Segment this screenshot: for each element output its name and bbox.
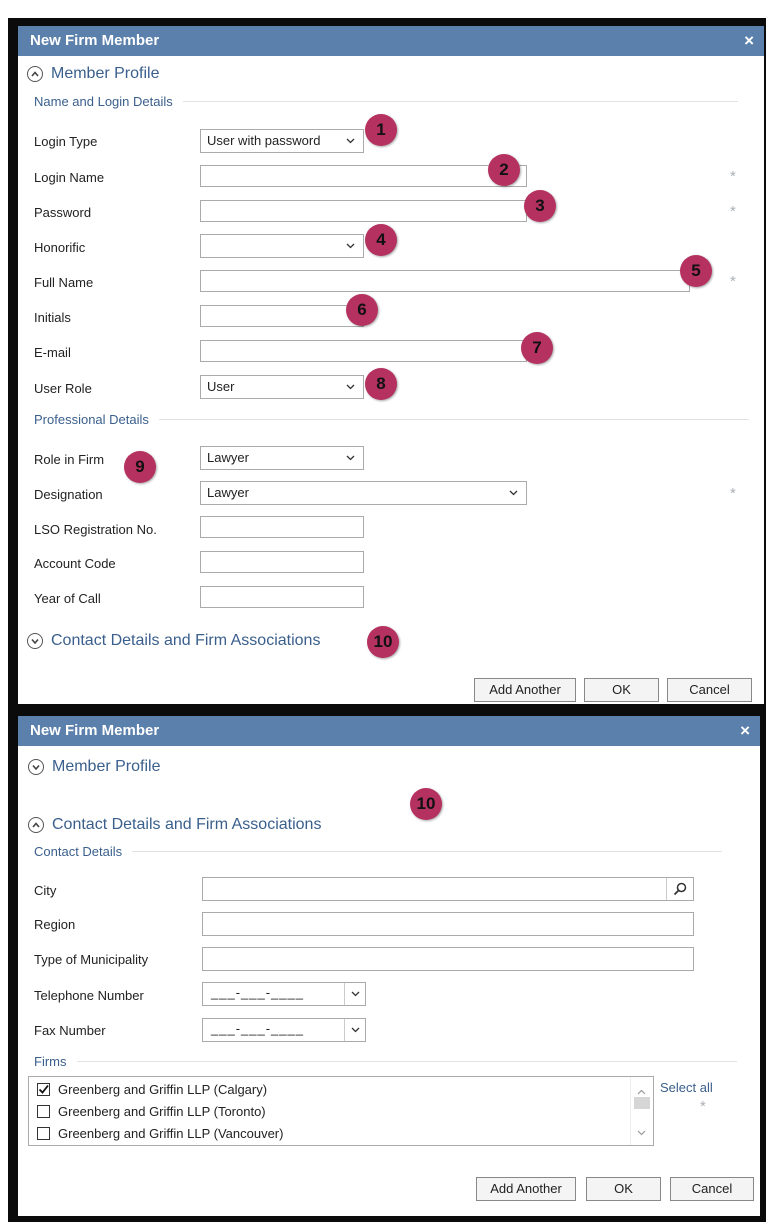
dialog-title: New Firm Member [30,722,160,739]
chevron-down-icon [346,130,355,159]
list-item[interactable] [37,1126,283,1141]
fax-label: Fax Number [34,1023,106,1038]
firm-checkbox-toronto[interactable] [37,1105,50,1118]
fax-mask: ___-___-____ [211,1021,304,1036]
contact-group-label: Contact Details [34,844,123,859]
list-item[interactable] [37,1104,266,1119]
contact-section-title: Contact Details and Firm Associations [51,632,321,649]
firm-name: Greenberg and Griffin LLP (Toronto) [58,1104,266,1119]
email-label: E-mail [34,345,71,360]
new-firm-member-dialog-profile [18,26,764,704]
scroll-down-icon[interactable] [637,1124,646,1139]
login-type-value: User with password [207,133,321,148]
user-role-select[interactable] [200,375,364,399]
fax-input[interactable] [202,1018,366,1042]
dialog-titlebar [18,716,760,746]
designation-label: Designation [34,487,103,502]
name-login-group-title [34,94,738,109]
account-code-input[interactable] [200,551,364,573]
role-in-firm-label: Role in Firm [34,452,105,467]
name-login-group-label: Name and Login Details [34,94,173,109]
user-role-label: User Role [34,381,92,396]
callout-badge-10: 10 [410,788,442,820]
chevron-down-icon[interactable] [344,1019,365,1041]
scroll-thumb[interactable] [634,1097,650,1109]
region-label: Region [34,917,76,932]
add-another-button[interactable]: Add Another [476,1177,576,1201]
type-of-municipality-input[interactable] [202,947,694,971]
ok-button[interactable]: OK [586,1177,661,1201]
region-input[interactable] [202,912,694,936]
scroll-up-icon[interactable] [637,1083,646,1098]
contact-section-title: Contact Details and Firm Associations [52,816,322,833]
email-input[interactable] [200,340,527,362]
designation-required-marker: * [730,485,736,502]
firms-required-marker: * [700,1098,706,1115]
city-input[interactable] [202,877,694,901]
account-code-label: Account Code [34,556,116,571]
dialog-titlebar [18,26,764,56]
ok-button[interactable]: OK [584,678,659,702]
telephone-mask: ___-___-____ [211,985,304,1000]
firms-group-title [34,1054,737,1069]
honorific-label: Honorific [34,240,86,255]
chevron-up-icon[interactable] [27,66,43,82]
year-of-call-input[interactable] [200,586,364,608]
login-type-label: Login Type [34,134,98,149]
contact-section-toggle[interactable] [27,632,320,650]
firm-name: Greenberg and Griffin LLP (Calgary) [58,1082,268,1097]
professional-group-label: Professional Details [34,412,149,427]
select-all-link[interactable]: Select all [660,1080,713,1095]
login-name-input[interactable] [200,165,527,187]
login-name-label: Login Name [34,170,105,185]
telephone-input[interactable] [202,982,366,1006]
new-firm-member-dialog-contact [18,716,760,1216]
close-icon[interactable]: × [740,721,750,740]
chevron-up-icon[interactable] [28,817,44,833]
initials-label: Initials [34,310,71,325]
callout-badge-7: 7 [521,332,553,364]
password-required-marker: * [730,203,736,220]
member-profile-section-toggle[interactable] [27,65,159,83]
role-in-firm-value: Lawyer [207,450,249,465]
professional-group-title [34,412,749,427]
full-name-required-marker: * [730,273,736,290]
contact-group-title [34,844,722,859]
add-another-button[interactable]: Add Another [474,678,576,702]
lso-registration-input[interactable] [200,516,364,538]
firm-checkbox-calgary[interactable] [37,1083,50,1096]
initials-input[interactable] [200,305,364,327]
callout-badge-6: 6 [346,294,378,326]
designation-value: Lawyer [207,485,249,500]
callout-badge-8: 8 [365,368,397,400]
role-in-firm-select[interactable] [200,446,364,470]
password-input[interactable] [200,200,527,222]
full-name-input[interactable] [200,270,690,292]
member-profile-section-toggle[interactable] [28,758,160,776]
close-icon[interactable]: × [744,31,754,50]
chevron-down-icon [346,376,355,405]
city-label: City [34,883,57,898]
user-role-value: User [207,379,235,394]
chevron-down-icon [346,447,355,476]
contact-section-toggle[interactable] [28,816,321,834]
chevron-down-icon[interactable] [28,759,44,775]
firm-checkbox-vancouver[interactable] [37,1127,50,1140]
firms-scrollbar[interactable] [630,1077,653,1145]
cancel-button[interactable]: Cancel [670,1177,754,1201]
callout-badge-9: 9 [124,451,156,483]
chevron-down-icon [346,235,355,264]
full-name-label: Full Name [34,275,94,290]
firms-list[interactable] [28,1076,654,1146]
password-label: Password [34,205,92,220]
list-item[interactable] [37,1082,267,1097]
dialog-title: New Firm Member [30,32,160,49]
member-profile-title: Member Profile [51,65,160,82]
callout-badge-3: 3 [524,190,556,222]
member-profile-title: Member Profile [52,758,161,775]
telephone-label: Telephone Number [34,988,144,1003]
honorific-select[interactable] [200,234,364,258]
chevron-down-icon[interactable] [344,983,365,1005]
year-of-call-label: Year of Call [34,591,101,606]
callout-badge-1: 1 [365,114,397,146]
firms-group-label: Firms [34,1054,67,1069]
firm-name: Greenberg and Griffin LLP (Vancouver) [58,1126,284,1141]
callout-badge-4: 4 [365,224,397,256]
lso-registration-label: LSO Registration No. [34,522,157,537]
search-icon[interactable] [666,878,693,900]
chevron-down-icon[interactable] [27,633,43,649]
callout-badge-10: 10 [367,626,399,658]
login-name-required-marker: * [730,168,736,185]
login-type-select[interactable] [200,129,364,153]
type-of-municipality-label: Type of Municipality [34,952,149,967]
cancel-button[interactable]: Cancel [667,678,752,702]
callout-badge-5: 5 [680,255,712,287]
chevron-down-icon [509,482,518,511]
designation-select[interactable] [200,481,527,505]
callout-badge-2: 2 [488,154,520,186]
